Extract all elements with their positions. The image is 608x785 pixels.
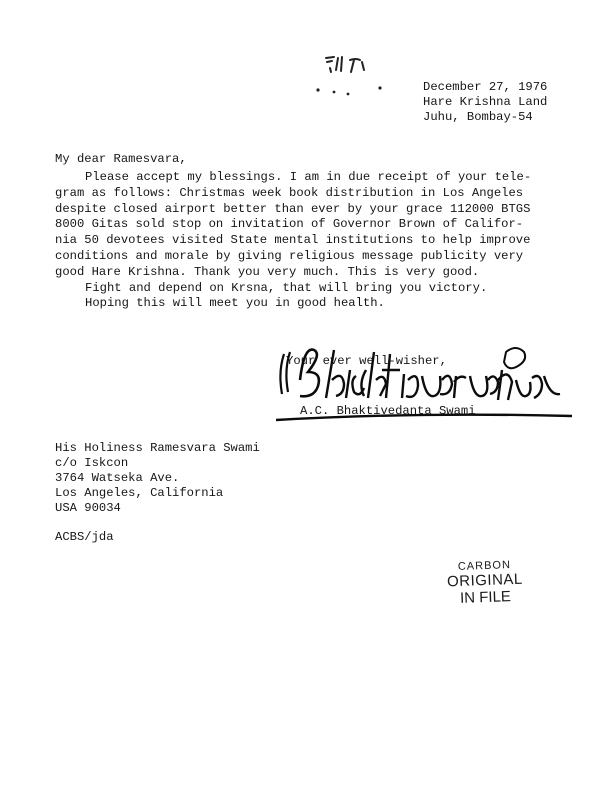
letter-body: [55, 170, 575, 312]
signer-name: A.C. Bhaktivedanta Swami: [300, 404, 476, 418]
closing-line: Your ever well-wisher,: [286, 354, 447, 368]
letter-place-line1: Hare Krishna Land: [423, 95, 548, 109]
salutation: My dear Ramesvara,: [55, 152, 187, 166]
body-line: conditions and morale by giving religious message publicity very: [55, 248, 524, 263]
handwritten-header-mark: [312, 52, 392, 98]
body-line: gram as follows: Christmas week book distribution in Los Angeles: [55, 185, 524, 200]
letter-header: [423, 80, 547, 125]
body-line: good Hare Krishna. Thank you very much. This is very good.: [55, 264, 480, 279]
address-line: c/o Iskcon: [55, 456, 129, 470]
stamp-line: IN FILE: [459, 588, 512, 607]
body-line: Fight and depend on Krsna, that will bring you victory.: [85, 280, 488, 295]
body-line: Please accept my blessings. I am in due receipt of your tele-: [85, 170, 532, 184]
letter-place-line2: Juhu, Bombay-54: [423, 110, 533, 124]
reference-initials: ACBS/jda: [55, 530, 114, 544]
address-line: Los Angeles, California: [55, 486, 224, 500]
body-line: despite closed airport better than ever by your grace 112000 BTGS: [55, 201, 531, 216]
body-line: 8000 Gitas sold stop on invitation of Governor Brown of Califor-: [55, 217, 524, 232]
carbon-original-stamp: [439, 558, 531, 607]
letter-date: December 27, 1976: [423, 80, 548, 94]
body-line: nia 50 devotees visited State mental institutions to help improve: [55, 233, 531, 248]
body-line: Hoping this will meet you in good health.: [85, 296, 385, 311]
stamp-line: CARBON: [457, 559, 512, 573]
address-line: His Holiness Ramesvara Swami: [55, 441, 260, 455]
address-line: 3764 Watseka Ave.: [55, 471, 180, 485]
stamp-line: ORIGINAL: [446, 570, 524, 591]
handwritten-signature: [270, 340, 575, 435]
recipient-address: [55, 441, 260, 516]
address-line: USA 90034: [55, 501, 121, 515]
